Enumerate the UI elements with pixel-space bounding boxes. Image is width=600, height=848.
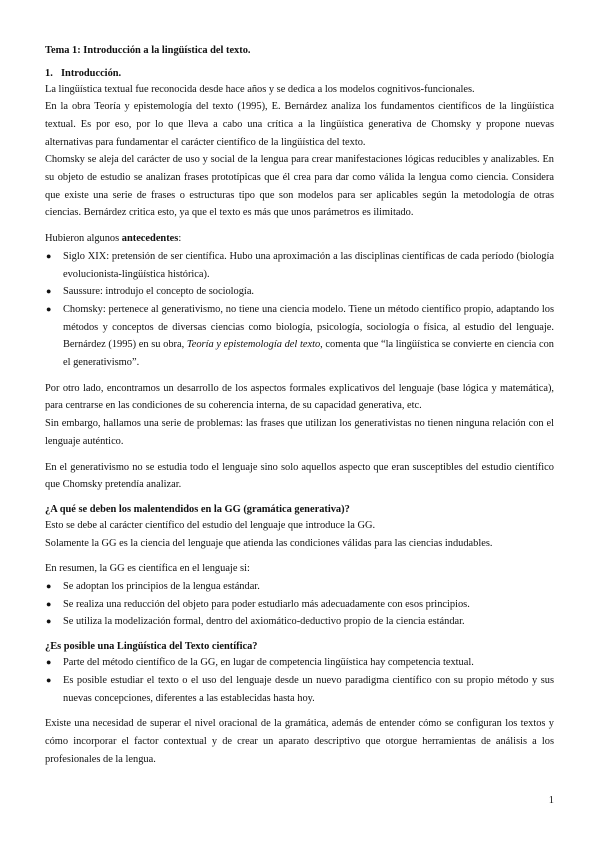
bullet-icon: ● xyxy=(46,657,52,668)
antecedentes-lead: Hubieron algunos antecedentes: xyxy=(45,233,182,245)
book-title: Teoría y epistemología del texto xyxy=(186,339,321,351)
antecedentes-list xyxy=(45,248,554,372)
page-number: 1 xyxy=(548,795,554,806)
q1-line-2: Solamente la GG es la ciencia del lenguaje que atienda las condiciones válidas para las ciencias indudables. xyxy=(45,537,493,549)
bullet-icon: ● xyxy=(46,616,52,627)
antecedentes-term: antecedentes xyxy=(121,233,179,245)
intro-paragraph-3: Chomsky se aleja del carácter de uso y social de la lengua para crear manifestaciones lógicas reducibles y analizables. En su objeto de estudio se analizan frases prototípicas que él crea para dar como válida la lengua como ciencia. Considera que existe una serie de frases o estructuras tipo que son modelos para ser aplicables según la metodología de otras ciencias. Bernárdez critica esto, ya que el texto es más que unos parámetros es ilimitado. xyxy=(45,154,554,219)
intro-paragraph-1: La lingüística textual fue reconocida desde hace años y se dedica a los modelos cognitivos-funcionales. xyxy=(45,83,475,95)
list-item: ● Se realiza una reducción del objeto para poder estudiarlo más adecuadamente con esos principios. xyxy=(45,596,554,614)
list-item: ● Parte del método científico de la GG, en lugar de competencia lingüística hay competencia textual. xyxy=(45,654,554,672)
list-item: ● Se adoptan los principios de la lengua estándar. xyxy=(45,578,554,596)
bullet-icon: ● xyxy=(46,674,52,685)
question-heading-lt: ¿Es posible una Lingüística del Texto científica? xyxy=(45,641,258,653)
bullet-icon: ● xyxy=(46,598,52,609)
bullet-icon: ● xyxy=(46,303,52,314)
paragraph-generativismo: En el generativismo no se estudia todo el lenguaje sino solo aquellos aspecto que eran susceptibles del estudio científico que Chomsky pretendía analizar. xyxy=(45,461,554,491)
final-paragraph: Existe una necesidad de superar el nivel oracional de la gramática, además de entender cómo se configuran los textos y cómo incorporar el factor contextual y de crear un aparato descriptivo que otorgue herramientas de análisis a los profesionales de la lengua. xyxy=(45,718,554,765)
q1-list xyxy=(45,578,554,631)
list-item: ● Chomsky: pertenece al generativismo, no tiene una ciencia modelo. Tiene un método científico propio, adaptando los métodos y conceptos de diversas ciencias como biología, psicología, sociología o física, al estudio del lenguaje. Bernárdez (1995) en su obra, Teoría y epistemología del texto, comenta que “la lingüística se convierte en ciencia con el generativismo”. xyxy=(45,301,554,372)
list-item: ● Se utiliza la modelización formal, dentro del axiomático-deductivo propio de la ciencia estándar. xyxy=(45,613,554,631)
bullet-icon: ● xyxy=(46,581,52,592)
q1-line-1: Esto se debe al carácter científico del estudio del lenguaje que introduce la GG. xyxy=(45,519,376,531)
paragraph-otro-lado-2: Sin embargo, hallamos una serie de problemas: las frases que utilizan los generativistas no tienen ninguna relación con el lenguaje auténtico. xyxy=(45,418,554,447)
bullet-icon: ● xyxy=(46,286,52,297)
list-item: ● Saussure: introdujo el concepto de sociología. xyxy=(45,283,554,301)
section-heading xyxy=(45,67,554,81)
bullet-icon: ● xyxy=(46,250,52,261)
q1-summary: En resumen, la GG es científica en el lenguaje si: xyxy=(45,563,250,575)
question-heading-gg: ¿A qué se deben los malentendidos en la GG (gramática generativa)? xyxy=(45,503,350,515)
list-item: ● Siglo XIX: pretensión de ser científica. Hubo una aproximación a las disciplinas científicas de cada período (biología evolucionista-lingüística histórica). xyxy=(45,248,554,283)
list-item: ● Es posible estudiar el texto o el uso del lenguaje desde un nuevo paradigma científico con su propio método y sus nuevas concepciones, diferentes a las establecidas hasta hoy. xyxy=(45,672,554,707)
q2-list xyxy=(45,654,554,707)
paragraph-otro-lado-1: Por otro lado, encontramos un desarrollo de los aspectos formales explicativos del lenguaje (base lógica y matemática), para centrarse en las condiciones de su coherencia interna, de su capacidad generativa, etc. xyxy=(45,382,554,412)
section-number: 1. xyxy=(45,68,53,79)
document-title: Tema 1: Introducción a la lingüística del texto. xyxy=(45,45,251,56)
section-title: Introducción. xyxy=(61,68,122,79)
intro-paragraph-2: En la obra Teoría y epistemología del texto (1995), E. Bernárdez analiza los fundamentos científicos de la lingüística textual. Es por eso, por lo que lleva a cabo una crítica a la lingüística generativa de Chomsky y propone nuevas alternativas para fundamentar el carácter científico de la lingüística del texto. xyxy=(45,101,554,148)
